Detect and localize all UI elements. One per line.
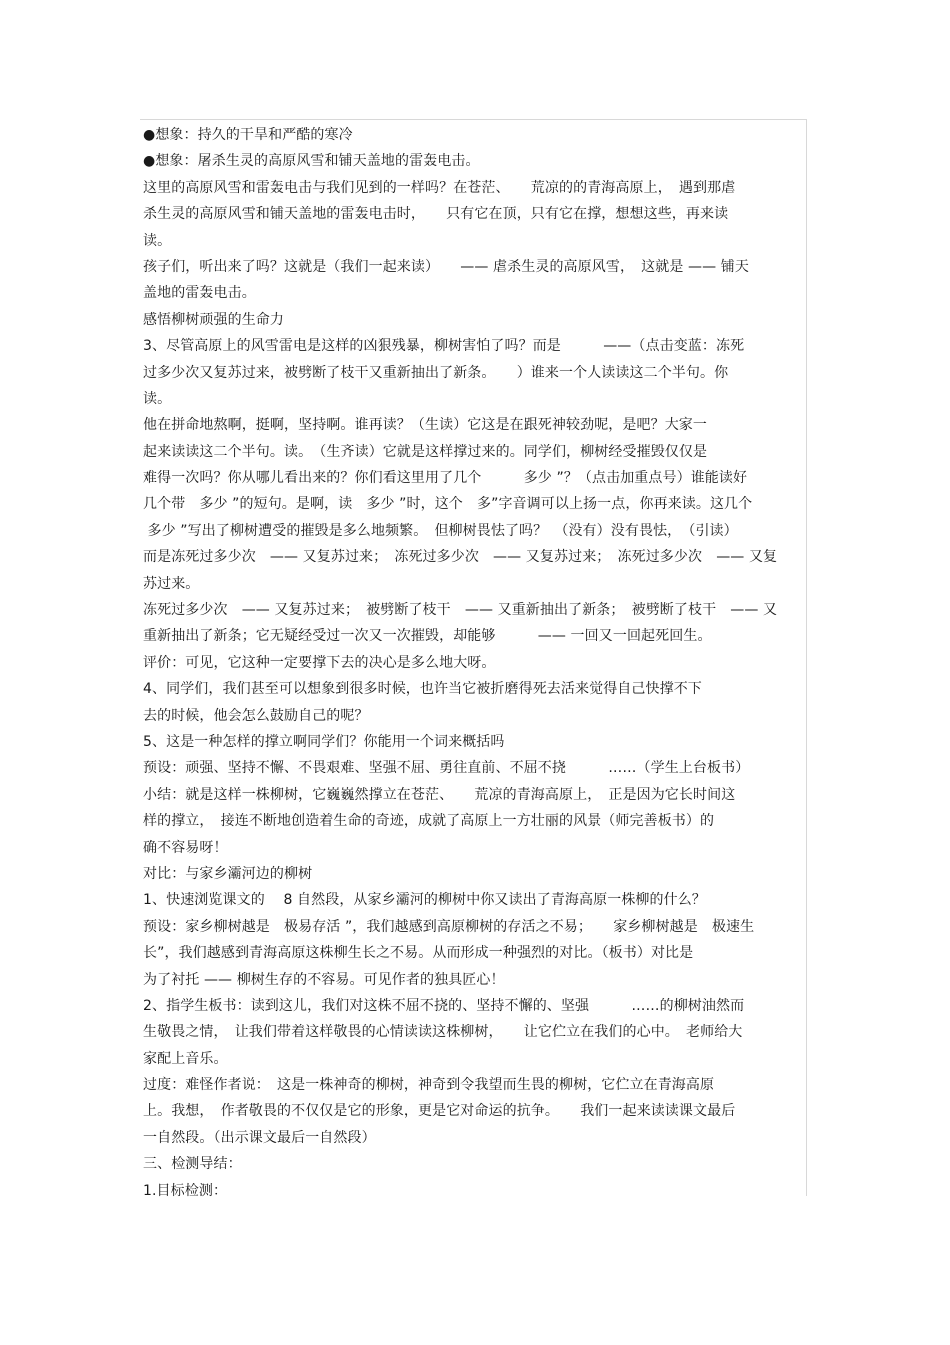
text-line: 2、指学生板书：读到这儿，我们对这株不屈不挠的、坚持不懈的、坚强 ……的柳树油然而 <box>143 997 745 1014</box>
text-line: 5、这是一种怎样的撑立啊同学们？你能用一个词来概括吗 <box>143 733 505 750</box>
document-body <box>143 122 805 1204</box>
text-line: ●想象：持久的干旱和严酷的寒冷 <box>143 127 353 143</box>
text-line: 读。 <box>143 390 172 407</box>
text-line: ●想象：屠杀生灵的高原风雪和铺天盖地的雷轰电击。 <box>143 153 480 170</box>
text-line: 起来读读这二个半句。读。 （生齐读）它就是这样撑过来的。同学们，柳树经受摧毁仅仅是 <box>143 443 708 460</box>
text-line: 预设：家乡柳树越是 极易存活 ”，我们越感到高原柳树的存活之不易； 家乡柳树越是 极速生 <box>143 918 755 935</box>
text-line: 生敬畏之情， 让我们带着这样敬畏的心情读读这株柳树， 让它伫立在我们的心中。 老师给大 <box>143 1024 743 1041</box>
text-line: 难得一次吗？你从哪儿看出来的？你们看这里用了几个 多少 ”？（点击加重点号）谁能读好 <box>143 470 748 487</box>
text-line: 冻死过多少次 —— 又复苏过来； 被劈断了枝干 —— 又重新抽出了新条； 被劈断了枝干 —— 又 <box>143 602 778 619</box>
text-line: 盖地的雷轰电击。 <box>143 285 256 302</box>
text-line: 确不容易呀！ <box>143 839 228 856</box>
text-line: 1.目标检测： <box>143 1182 228 1199</box>
text-line: 对比：与家乡灞河边的柳树 <box>143 865 313 882</box>
text-line: 过度：难怪作者说： 这是一株神奇的柳树，神奇到令我望而生畏的柳树，它伫立在青海高原 <box>143 1077 715 1094</box>
text-line: 他在拼命地熬啊，挺啊，坚持啊。谁再读？（生读）它这是在跟死神较劲呢，是吧？大家一 <box>143 417 707 434</box>
text-line: 长”，我们越感到青海高原这株柳生长之不易。从而形成一种强烈的对比。（板书）对比是 <box>143 945 694 962</box>
text-line: 1、快速浏览课文的 8 自然段，从家乡灞河的柳树中你又读出了青海高原一株柳的什么？ <box>143 892 706 909</box>
page-border-right <box>806 119 807 1196</box>
text-line: 上。我想， 作者敬畏的不仅仅是它的形象，更是它对命运的抗争。 我们一起来读读课文最后 <box>143 1103 736 1120</box>
text-line: 多少 ”写出了柳树遭受的摧毁是多么地频繁。 但柳树畏怯了吗？ （没有）没有畏怯， （引读） <box>143 522 738 539</box>
text-line: 读。 <box>143 232 172 249</box>
text-line: 几个带 多少 ”的短句。是啊，读 多少 ”时，这个 多”字音调可以上扬一点，你再来读。这几个 <box>143 496 753 513</box>
text-line: 杀生灵的高原风雪和铺天盖地的雷轰电击时， 只有它在顶，只有它在撑，想想这些，再来读 <box>143 206 729 223</box>
text-line: 一自然段。（出示课文最后一自然段） <box>143 1129 376 1146</box>
text-line: 小结：就是这样一株柳树，它巍巍然撑立在苍茫、 荒凉的青海高原上， 正是因为它长时间这 <box>143 786 736 803</box>
page-border-top <box>140 119 806 120</box>
text-line: 样的撑立， 接连不断地创造着生命的奇迹，成就了高原上一方壮丽的风景（师完善板书）的 <box>143 813 715 830</box>
text-line: 评价：可见，它这种一定要撑下去的决心是多么地大呀。 <box>143 654 496 671</box>
text-line: 去的时候，他会怎么鼓励自己的呢？ <box>143 707 369 724</box>
text-line: 为了衬托 —— 柳树生存的不容易。可见作者的独具匠心！ <box>143 971 505 988</box>
text-line: 三、检测导结： <box>143 1156 242 1173</box>
text-line: 重新抽出了新条；它无疑经受过一次又一次摧毁，却能够 —— 一回又一回起死回生。 <box>143 628 712 645</box>
text-line: 家配上音乐。 <box>143 1050 228 1067</box>
text-line: 4、同学们，我们甚至可以想象到很多时候，也许当它被折磨得死去活来觉得自己快撑不下 <box>143 681 702 698</box>
text-line: 过多少次又复苏过来，被劈断了枝干又重新抽出了新条。 ）谁来一个人读读这二个半句。你 <box>143 364 729 381</box>
text-line: 而是冻死过多少次 —— 又复苏过来； 冻死过多少次 —— 又复苏过来； 冻死过多少次 —— 又复 <box>143 549 778 566</box>
text-line: 这里的高原风雪和雷轰电击与我们见到的一样吗？在苍茫、 荒凉的的青海高原上， 遇到那虐 <box>143 179 736 196</box>
text-line: 孩子们，听出来了吗？这就是（我们一起来读） —— 虐杀生灵的高原风雪， 这就是 —— 铺天 <box>143 258 749 275</box>
text-line: 苏过来。 <box>143 575 200 592</box>
text-line: 预设：顽强、坚持不懈、不畏艰难、坚强不屈、勇往直前、不屈不挠 ……（学生上台板书） <box>143 760 750 777</box>
text-line: 3、尽管高原上的风雪雷电是这样的凶狠残暴，柳树害怕了吗？而是 ——（点击变蓝：冻死 <box>143 338 745 355</box>
text-line: 感悟柳树顽强的生命力 <box>143 311 284 328</box>
